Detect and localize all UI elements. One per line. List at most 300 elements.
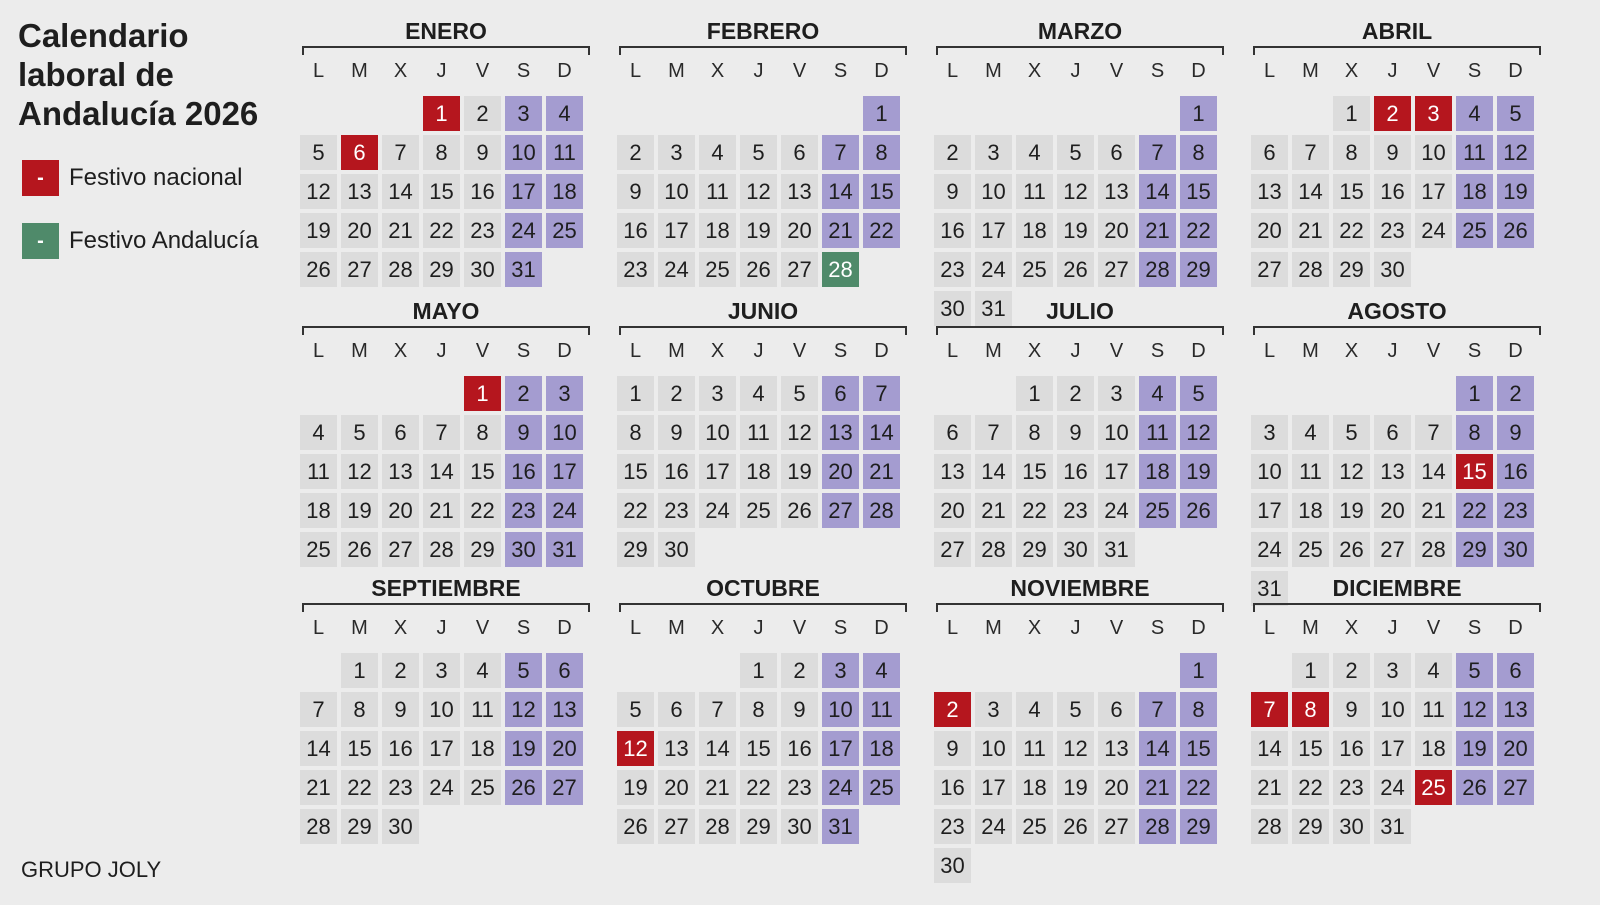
day-cell: 3: [1098, 376, 1135, 411]
day-cell: 19: [1456, 731, 1493, 766]
weekday-label: X: [710, 617, 725, 639]
day-cell: 2: [1497, 376, 1534, 411]
weekday-label: J: [436, 60, 447, 82]
weekday-label: V: [1426, 340, 1441, 362]
month-bracket: [936, 603, 1224, 612]
day-cell: 29: [1333, 252, 1370, 287]
holiday-national-cell: 15: [1456, 454, 1493, 489]
day-cell: 12: [505, 692, 542, 727]
day-cell: 28: [382, 252, 419, 287]
weekday-label: L: [629, 617, 642, 639]
day-cell: 29: [1180, 809, 1217, 844]
day-cell: 6: [1098, 135, 1135, 170]
day-cell: 11: [546, 135, 583, 170]
day-cell: 5: [1456, 653, 1493, 688]
day-cell: 16: [1374, 174, 1411, 209]
day-cell: 29: [341, 809, 378, 844]
weekday-label: J: [1387, 60, 1398, 82]
day-cell: 13: [546, 692, 583, 727]
day-cell: 10: [1415, 135, 1452, 170]
weekday-label: D: [1191, 340, 1206, 362]
day-cell: 6: [1098, 692, 1135, 727]
day-cell: 21: [423, 493, 460, 528]
weekday-label: M: [985, 60, 1002, 82]
day-cell: 19: [1057, 770, 1094, 805]
weekday-label: D: [1191, 60, 1206, 82]
day-cell: 4: [300, 415, 337, 450]
day-cell: 8: [1333, 135, 1370, 170]
day-cell: 3: [1374, 653, 1411, 688]
weekday-header: [934, 617, 1226, 645]
legend-label-regional: Festivo Andalucía: [69, 227, 259, 254]
weekday-label: D: [557, 340, 572, 362]
weekday-label: V: [792, 60, 807, 82]
day-cell: 1: [1180, 96, 1217, 131]
day-cell: 9: [1374, 135, 1411, 170]
day-cell: 25: [546, 213, 583, 248]
weekday-label: X: [710, 340, 725, 362]
legend-label-national: Festivo nacional: [69, 164, 243, 191]
day-cell: 1: [1180, 653, 1217, 688]
weekday-label: D: [1508, 60, 1523, 82]
day-cell: 23: [1333, 770, 1370, 805]
day-cell: 20: [1374, 493, 1411, 528]
day-cell: 26: [341, 532, 378, 567]
day-cell: 26: [1497, 213, 1534, 248]
day-cell: 13: [1098, 731, 1135, 766]
weekday-label: L: [1263, 617, 1276, 639]
day-cell: 18: [863, 731, 900, 766]
day-cell: 28: [1292, 252, 1329, 287]
month-name: DICIEMBRE: [1332, 575, 1462, 601]
day-cell: 3: [505, 96, 542, 131]
day-cell: 2: [934, 135, 971, 170]
weekday-header: [617, 60, 909, 88]
day-cell: 20: [781, 213, 818, 248]
weekday-label: M: [1302, 340, 1319, 362]
day-cell: 26: [1456, 770, 1493, 805]
day-cell: 5: [1180, 376, 1217, 411]
day-cell: 14: [1415, 454, 1452, 489]
day-cell: 13: [1098, 174, 1135, 209]
weekday-label: X: [1027, 340, 1042, 362]
day-cell: 16: [934, 770, 971, 805]
day-cell: 17: [546, 454, 583, 489]
weekday-label: X: [710, 60, 725, 82]
weekday-label: S: [516, 617, 531, 639]
day-cell: 15: [1180, 731, 1217, 766]
day-cell: 11: [1292, 454, 1329, 489]
day-cell: 25: [300, 532, 337, 567]
day-cell: 24: [699, 493, 736, 528]
day-cell: 9: [658, 415, 695, 450]
weekday-label: V: [792, 617, 807, 639]
day-cell: 1: [341, 653, 378, 688]
day-cell: 6: [1497, 653, 1534, 688]
day-cell: 31: [1098, 532, 1135, 567]
day-cell: 5: [300, 135, 337, 170]
weekday-label: S: [1467, 60, 1482, 82]
day-cell: 20: [822, 454, 859, 489]
day-cell: 30: [505, 532, 542, 567]
day-cell: 17: [1415, 174, 1452, 209]
day-cell: 3: [975, 135, 1012, 170]
day-cell: 28: [423, 532, 460, 567]
weekday-label: D: [874, 340, 889, 362]
day-cell: 23: [934, 809, 971, 844]
day-cell: 4: [740, 376, 777, 411]
weekday-header: [934, 340, 1226, 368]
month-name: FEBRERO: [706, 18, 820, 44]
day-cell: 28: [699, 809, 736, 844]
day-cell: 7: [1139, 692, 1176, 727]
day-cell: 30: [1374, 252, 1411, 287]
day-cell: 22: [1333, 213, 1370, 248]
day-cell: 15: [863, 174, 900, 209]
weekday-label: D: [557, 60, 572, 82]
day-cell: 11: [1016, 731, 1053, 766]
day-cell: 12: [1057, 731, 1094, 766]
weekday-label: J: [753, 617, 764, 639]
weekday-label: M: [1302, 60, 1319, 82]
day-cell: 5: [781, 376, 818, 411]
day-cell: 29: [423, 252, 460, 287]
weekday-label: V: [475, 617, 490, 639]
month-bracket: [302, 603, 590, 612]
day-cell: 17: [975, 770, 1012, 805]
day-cell: 20: [1497, 731, 1534, 766]
day-cell: 12: [1057, 174, 1094, 209]
day-cell: 13: [822, 415, 859, 450]
day-cell: 7: [863, 376, 900, 411]
day-cell: 12: [781, 415, 818, 450]
day-cell: 18: [1456, 174, 1493, 209]
day-cell: 22: [1292, 770, 1329, 805]
day-cell: 30: [934, 848, 971, 883]
day-cell: 4: [1016, 692, 1053, 727]
day-cell: 7: [699, 692, 736, 727]
month-name: NOVIEMBRE: [1010, 575, 1150, 601]
weekday-header: [617, 340, 909, 368]
weekday-label: J: [1387, 617, 1398, 639]
day-cell: 7: [975, 415, 1012, 450]
weekday-label: M: [985, 617, 1002, 639]
month-bracket: [1253, 326, 1541, 335]
day-cell: 4: [699, 135, 736, 170]
month-name: JUNIO: [727, 298, 799, 324]
day-cell: 11: [1456, 135, 1493, 170]
day-cell: 27: [781, 252, 818, 287]
day-cell: 1: [740, 653, 777, 688]
weekday-label: L: [312, 60, 325, 82]
day-cell: 27: [1497, 770, 1534, 805]
weekday-label: S: [1150, 60, 1165, 82]
day-cell: 24: [505, 213, 542, 248]
day-cell: 29: [1292, 809, 1329, 844]
day-cell: 23: [934, 252, 971, 287]
day-cell: 17: [1374, 731, 1411, 766]
day-cell: 8: [863, 135, 900, 170]
day-cell: 14: [699, 731, 736, 766]
weekday-label: M: [351, 617, 368, 639]
day-cell: 24: [975, 809, 1012, 844]
weekday-header: [300, 340, 592, 368]
day-cell: 19: [1333, 493, 1370, 528]
day-cell: 5: [1057, 135, 1094, 170]
day-cell: 28: [1415, 532, 1452, 567]
day-cell: 20: [546, 731, 583, 766]
day-cell: 26: [505, 770, 542, 805]
month-name: ABRIL: [1361, 18, 1433, 44]
day-cell: 18: [546, 174, 583, 209]
weekday-label: S: [1467, 340, 1482, 362]
day-cell: 8: [464, 415, 501, 450]
day-cell: 26: [300, 252, 337, 287]
day-cell: 13: [658, 731, 695, 766]
weekday-label: J: [436, 340, 447, 362]
day-cell: 15: [341, 731, 378, 766]
day-cell: 19: [740, 213, 777, 248]
day-cell: 11: [1139, 415, 1176, 450]
day-cell: 15: [740, 731, 777, 766]
day-cell: 17: [423, 731, 460, 766]
day-cell: 4: [464, 653, 501, 688]
day-cell: 11: [863, 692, 900, 727]
day-cell: 11: [1415, 692, 1452, 727]
day-cell: 17: [822, 731, 859, 766]
month-bracket: [302, 46, 590, 55]
day-cell: 31: [822, 809, 859, 844]
weekday-header: [1251, 340, 1543, 368]
day-cell: 27: [934, 532, 971, 567]
weekday-label: S: [1467, 617, 1482, 639]
day-cell: 10: [699, 415, 736, 450]
day-cell: 22: [1016, 493, 1053, 528]
weekday-label: J: [1070, 617, 1081, 639]
day-cell: 23: [382, 770, 419, 805]
day-cell: 19: [505, 731, 542, 766]
day-cell: 16: [382, 731, 419, 766]
day-cell: 28: [975, 532, 1012, 567]
weekday-header: [617, 617, 909, 645]
day-cell: 19: [1497, 174, 1534, 209]
day-cell: 16: [617, 213, 654, 248]
day-cell: 11: [699, 174, 736, 209]
day-cell: 2: [464, 96, 501, 131]
day-cell: 20: [341, 213, 378, 248]
weekday-label: X: [1344, 340, 1359, 362]
day-cell: 18: [300, 493, 337, 528]
day-cell: 12: [300, 174, 337, 209]
day-cell: 22: [617, 493, 654, 528]
day-cell: 26: [1057, 809, 1094, 844]
weekday-label: L: [946, 340, 959, 362]
day-cell: 16: [464, 174, 501, 209]
day-cell: 1: [617, 376, 654, 411]
day-cell: 9: [1057, 415, 1094, 450]
day-cell: 12: [1333, 454, 1370, 489]
day-cell: 16: [505, 454, 542, 489]
weekday-label: X: [393, 617, 408, 639]
weekday-label: X: [1027, 60, 1042, 82]
day-cell: 20: [382, 493, 419, 528]
weekday-label: L: [312, 340, 325, 362]
day-cell: 18: [1415, 731, 1452, 766]
day-cell: 22: [1180, 770, 1217, 805]
day-cell: 26: [617, 809, 654, 844]
day-cell: 5: [1057, 692, 1094, 727]
day-cell: 7: [1415, 415, 1452, 450]
weekday-label: M: [985, 340, 1002, 362]
day-cell: 9: [505, 415, 542, 450]
day-cell: 4: [1292, 415, 1329, 450]
day-cell: 3: [423, 653, 460, 688]
day-cell: 15: [1180, 174, 1217, 209]
day-cell: 20: [934, 493, 971, 528]
day-cell: 30: [658, 532, 695, 567]
weekday-label: J: [1070, 340, 1081, 362]
day-cell: 9: [464, 135, 501, 170]
day-cell: 17: [505, 174, 542, 209]
day-cell: 18: [1016, 213, 1053, 248]
day-cell: 12: [1497, 135, 1534, 170]
day-cell: 24: [423, 770, 460, 805]
day-cell: 6: [1251, 135, 1288, 170]
weekday-label: J: [1070, 60, 1081, 82]
day-cell: 25: [1139, 493, 1176, 528]
day-cell: 25: [1292, 532, 1329, 567]
legend-item-national: [22, 160, 242, 196]
weekday-label: M: [668, 340, 685, 362]
day-cell: 5: [617, 692, 654, 727]
day-cell: 29: [464, 532, 501, 567]
day-cell: 25: [1456, 213, 1493, 248]
day-cell: 31: [1251, 571, 1288, 606]
day-cell: 21: [1251, 770, 1288, 805]
day-cell: 4: [1415, 653, 1452, 688]
month-bracket: [1253, 46, 1541, 55]
day-cell: 30: [464, 252, 501, 287]
legend-swatch-regional: -: [22, 223, 59, 259]
weekday-label: V: [1109, 60, 1124, 82]
day-cell: 4: [1456, 96, 1493, 131]
day-cell: 3: [658, 135, 695, 170]
day-cell: 14: [822, 174, 859, 209]
day-cell: 7: [1139, 135, 1176, 170]
weekday-label: S: [833, 340, 848, 362]
day-cell: 13: [1497, 692, 1534, 727]
day-cell: 20: [1098, 770, 1135, 805]
day-cell: 28: [863, 493, 900, 528]
day-cell: 11: [300, 454, 337, 489]
holiday-national-cell: 2: [934, 692, 971, 727]
day-cell: 26: [781, 493, 818, 528]
day-cell: 2: [1057, 376, 1094, 411]
day-cell: 6: [1374, 415, 1411, 450]
weekday-label: M: [1302, 617, 1319, 639]
weekday-label: D: [1508, 617, 1523, 639]
day-cell: 14: [1139, 174, 1176, 209]
day-cell: 24: [975, 252, 1012, 287]
month-bracket: [619, 46, 907, 55]
day-cell: 24: [1374, 770, 1411, 805]
weekday-label: D: [874, 60, 889, 82]
day-cell: 23: [1374, 213, 1411, 248]
weekday-label: V: [475, 60, 490, 82]
day-cell: 24: [822, 770, 859, 805]
day-cell: 29: [1016, 532, 1053, 567]
day-cell: 25: [1016, 252, 1053, 287]
month-name: MARZO: [1037, 18, 1123, 44]
day-cell: 7: [1292, 135, 1329, 170]
day-cell: 6: [546, 653, 583, 688]
day-cell: 9: [934, 731, 971, 766]
day-cell: 22: [740, 770, 777, 805]
day-cell: 30: [934, 291, 971, 326]
day-cell: 10: [1098, 415, 1135, 450]
day-cell: 5: [505, 653, 542, 688]
day-cell: 13: [781, 174, 818, 209]
day-cell: 25: [699, 252, 736, 287]
month-bracket: [1253, 603, 1541, 612]
legend-item-regional: [22, 223, 258, 259]
day-cell: 2: [382, 653, 419, 688]
day-cell: 10: [1251, 454, 1288, 489]
day-cell: 5: [740, 135, 777, 170]
weekday-header: [300, 60, 592, 88]
day-cell: 25: [1016, 809, 1053, 844]
day-cell: 7: [822, 135, 859, 170]
day-cell: 26: [1333, 532, 1370, 567]
day-cell: 14: [382, 174, 419, 209]
weekday-label: S: [516, 340, 531, 362]
weekday-label: M: [351, 60, 368, 82]
weekday-label: J: [436, 617, 447, 639]
day-cell: 15: [423, 174, 460, 209]
day-cell: 27: [1098, 809, 1135, 844]
day-cell: 27: [1098, 252, 1135, 287]
day-cell: 9: [781, 692, 818, 727]
day-cell: 3: [546, 376, 583, 411]
day-cell: 18: [1292, 493, 1329, 528]
day-cell: 3: [822, 653, 859, 688]
day-cell: 17: [658, 213, 695, 248]
day-cell: 7: [423, 415, 460, 450]
weekday-label: D: [1508, 340, 1523, 362]
day-cell: 25: [863, 770, 900, 805]
holiday-national-cell: 2: [1374, 96, 1411, 131]
day-cell: 21: [1292, 213, 1329, 248]
source-credit: GRUPO JOLY: [21, 857, 162, 882]
weekday-label: V: [792, 340, 807, 362]
day-cell: 20: [1098, 213, 1135, 248]
weekday-label: S: [833, 60, 848, 82]
day-cell: 20: [1251, 213, 1288, 248]
day-cell: 22: [341, 770, 378, 805]
day-cell: 5: [1497, 96, 1534, 131]
day-cell: 24: [1251, 532, 1288, 567]
holiday-national-cell: 12: [617, 731, 654, 766]
weekday-label: L: [946, 60, 959, 82]
day-cell: 21: [300, 770, 337, 805]
day-cell: 1: [863, 96, 900, 131]
day-cell: 29: [1180, 252, 1217, 287]
holiday-national-cell: 3: [1415, 96, 1452, 131]
weekday-label: X: [1027, 617, 1042, 639]
day-cell: 10: [658, 174, 695, 209]
day-cell: 31: [546, 532, 583, 567]
day-cell: 12: [341, 454, 378, 489]
